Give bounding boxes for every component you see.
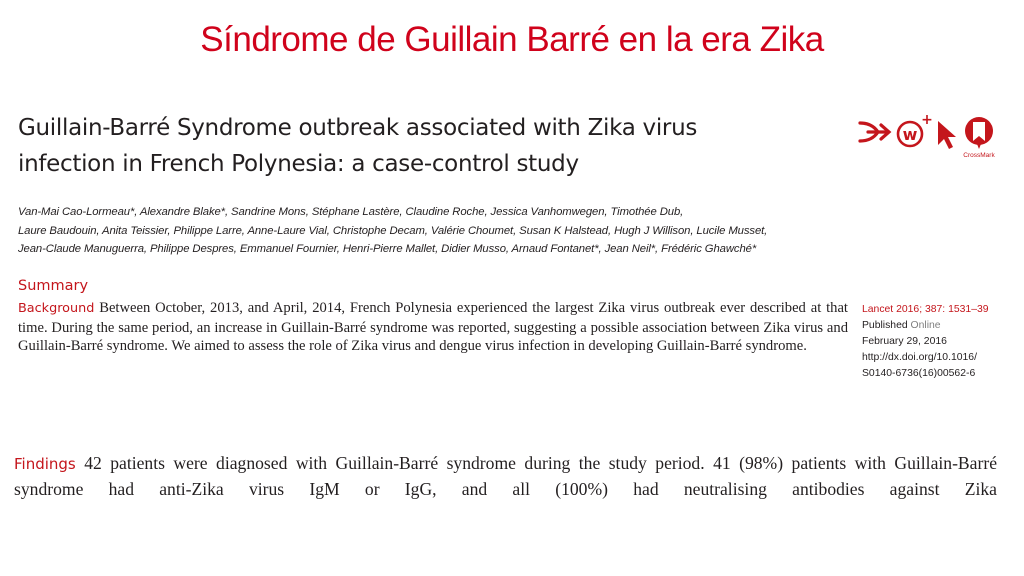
doi-id: S0140-6736(16)00562-6 [862,368,976,379]
paper-title-line-1: Guillain-Barré Syndrome outbreak associated with Zika virus [18,115,698,141]
svg-text:+: + [921,113,933,128]
citation-block [862,302,1022,382]
author-list [18,203,858,259]
background-paragraph [18,299,848,356]
findings-label: Findings [14,455,76,473]
slide-title: Síndrome de Guillain Barré en la era Zika [200,20,824,59]
svg-text:w: w [902,125,918,144]
author-line-3: Jean-Claude Manuguerra, Philippe Despres, Emmanuel Fournier, Henri-Pierre Mallet, Didier Musso, Arnaud Fontanet*, Jean Neil*, Frédéric Ghawché* [18,243,757,255]
paper-title [18,110,848,182]
publication-date: February 29, 2016 [862,336,947,347]
cursor-pointer-icon [938,121,956,149]
findings-paragraph [14,451,997,502]
crossmark-icon [963,117,995,158]
doi-link[interactable]: http://dx.doi.org/10.1016/ [862,352,977,363]
published-online [862,318,1022,334]
summary-heading: Summary [18,278,89,294]
online-label: Online [910,320,941,331]
author-line-1: Van-Mai Cao-Lormeau*, Alexandre Blake*, Sandrine Mons, Stéphane Lastère, Claudine Roche, Jessica Vanhomwegen, Timothée Dub, [18,206,684,218]
share-arrow-icon [860,123,889,141]
crossmark-label: CrossMark [963,152,995,158]
background-label: Background [18,301,95,316]
article-icons-svg [858,113,1008,158]
background-text: Between October, 2013, and April, 2014, French Polynesia experienced the largest Zika virus outbreak ever described at that time. During the same period, an increase in Guillain-Barré syndrome was reported, suggesting a possible association between Zika virus and Guillain-Barré syndrome. We aimed to assess the role of Zika virus and dengue virus infection in developing Guillain-Barré syndrome. [18,300,848,355]
paper-title-line-2: infection in French Polynesia: a case-control study [18,151,579,177]
author-line-2: Laure Baudouin, Anita Teissier, Philippe Larre, Anne-Laure Vial, Christophe Decam, Valérie Choumet, Susan K Halstead, Hugh J Willison, Lucile Musset, [18,224,768,237]
published-label: Published [862,320,908,331]
findings-text: 42 patients were diagnosed with Guillain-Barré syndrome during the study period. 41 (98%) patients with Guillain-Barré syndrome had anti-Zika virus IgM or IgG, and all (100%) had neutralising antibodies against Zika [14,453,997,499]
web-w-icon [898,113,933,146]
journal-reference: Lancet 2016; 387: 1531–39 [862,304,989,315]
article-icons [858,113,1008,158]
